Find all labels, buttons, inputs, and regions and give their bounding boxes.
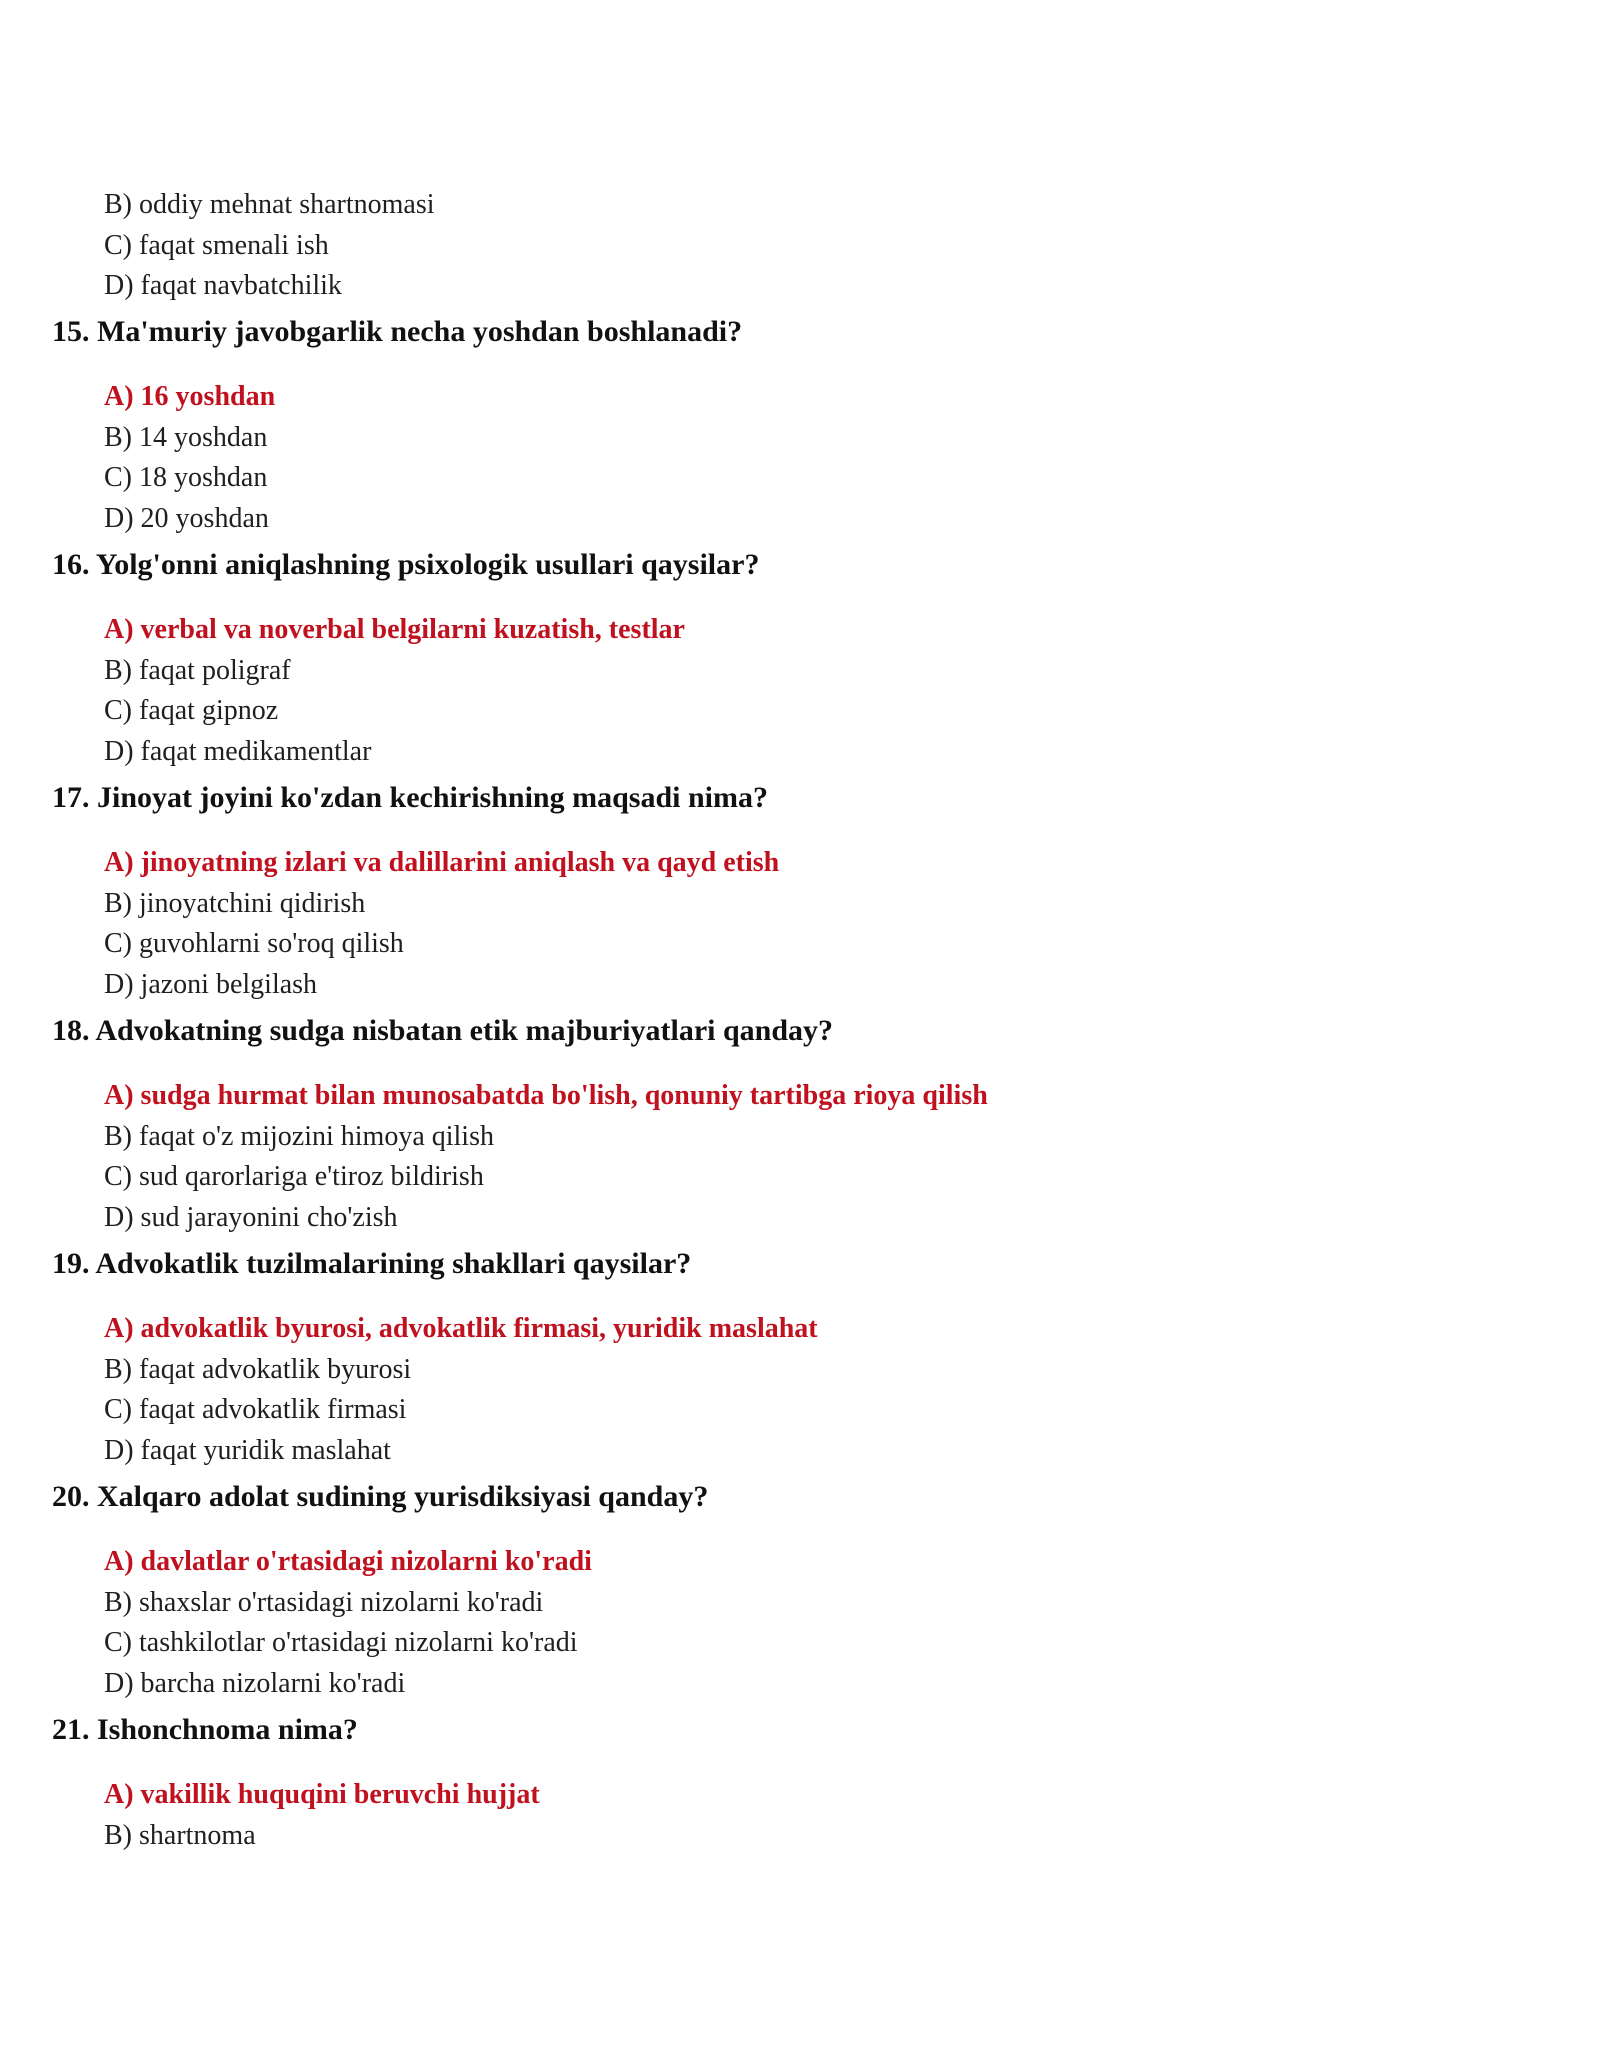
question-15 xyxy=(52,312,742,539)
question-title: 16. Yolg'onni aniqlashning psixologik usullari qaysilar? xyxy=(52,548,760,581)
answer-options xyxy=(104,610,759,772)
question-title: 21. Ishonchnoma nima? xyxy=(52,1713,358,1746)
option-d: D) faqat medikamentlar xyxy=(104,735,372,767)
option-a-correct: A) jinoyatning izlari va dalillarini aniqlash va qayd etish xyxy=(104,847,780,878)
question-title: 18. Advokatning sudga nisbatan etik majburiyatlari qanday? xyxy=(52,1014,834,1047)
answer-options xyxy=(104,1309,818,1471)
question-17 xyxy=(52,778,779,1005)
option-d: D) faqat navbatchilik xyxy=(104,270,342,301)
answer-options xyxy=(104,1076,988,1238)
option-a-correct: A) sudga hurmat bilan munosabatda bo'lish, qonuniy tartibga rioya qilish xyxy=(104,1080,988,1111)
option-b: B) faqat poligraf xyxy=(104,654,291,686)
answer-options xyxy=(104,843,779,1005)
option-d: D) faqat yuridik maslahat xyxy=(104,1434,391,1466)
question-18 xyxy=(52,1011,988,1238)
option-a-correct: A) verbal va noverbal belgilarni kuzatish, testlar xyxy=(104,614,685,645)
question-title: 17. Jinoyat joyini ko'zdan kechirishning maqsadi nima? xyxy=(52,781,768,814)
answer-options xyxy=(104,1775,540,1856)
option-c: C) faqat smenali ish xyxy=(104,229,329,261)
option-c: C) faqat gipnoz xyxy=(104,695,279,726)
question-title: 15. Ma'muriy javobgarlik necha yoshdan boshlanadi? xyxy=(52,315,743,348)
option-c: C) faqat advokatlik firmasi xyxy=(104,1394,407,1425)
option-c: C) 18 yoshdan xyxy=(104,462,268,493)
option-d: D) 20 yoshdan xyxy=(104,502,269,534)
option-d: D) barcha nizolarni ko'radi xyxy=(104,1667,406,1699)
option-b: B) shaxslar o'rtasidagi nizolarni ko'radi xyxy=(104,1586,544,1618)
option-d: D) sud jarayonini cho'zish xyxy=(104,1201,398,1233)
question-20 xyxy=(52,1477,708,1704)
continued-options xyxy=(104,185,435,307)
question-19 xyxy=(52,1244,818,1471)
answer-options xyxy=(104,1542,708,1704)
option-c: C) guvohlarni so'roq qilish xyxy=(104,928,404,959)
option-d: D) jazoni belgilash xyxy=(104,968,318,1000)
question-21 xyxy=(52,1710,540,1856)
question-title: 19. Advokatlik tuzilmalarining shakllari qaysilar? xyxy=(52,1247,692,1280)
option-b: B) faqat advokatlik byurosi xyxy=(104,1353,412,1385)
option-a-correct: A) davlatlar o'rtasidagi nizolarni ko'radi xyxy=(104,1546,592,1577)
option-b: B) faqat o'z mijozini himoya qilish xyxy=(104,1120,494,1152)
option-a-correct: A) vakillik huquqini beruvchi hujjat xyxy=(104,1779,540,1810)
option-c: C) tashkilotlar o'rtasidagi nizolarni ko'radi xyxy=(104,1627,578,1658)
option-a-correct: A) advokatlik byurosi, advokatlik firmasi, yuridik maslahat xyxy=(104,1313,818,1344)
option-b: B) oddiy mehnat shartnomasi xyxy=(104,189,435,220)
option-a-correct: A) 16 yoshdan xyxy=(104,381,276,412)
option-b: B) shartnoma xyxy=(104,1819,256,1851)
question-16 xyxy=(52,545,759,772)
answer-options xyxy=(104,377,742,539)
question-title: 20. Xalqaro adolat sudining yurisdiksiyasi qanday? xyxy=(52,1480,709,1513)
option-c: C) sud qarorlariga e'tiroz bildirish xyxy=(104,1161,484,1192)
option-b: B) jinoyatchini qidirish xyxy=(104,887,366,919)
option-b: B) 14 yoshdan xyxy=(104,421,268,453)
